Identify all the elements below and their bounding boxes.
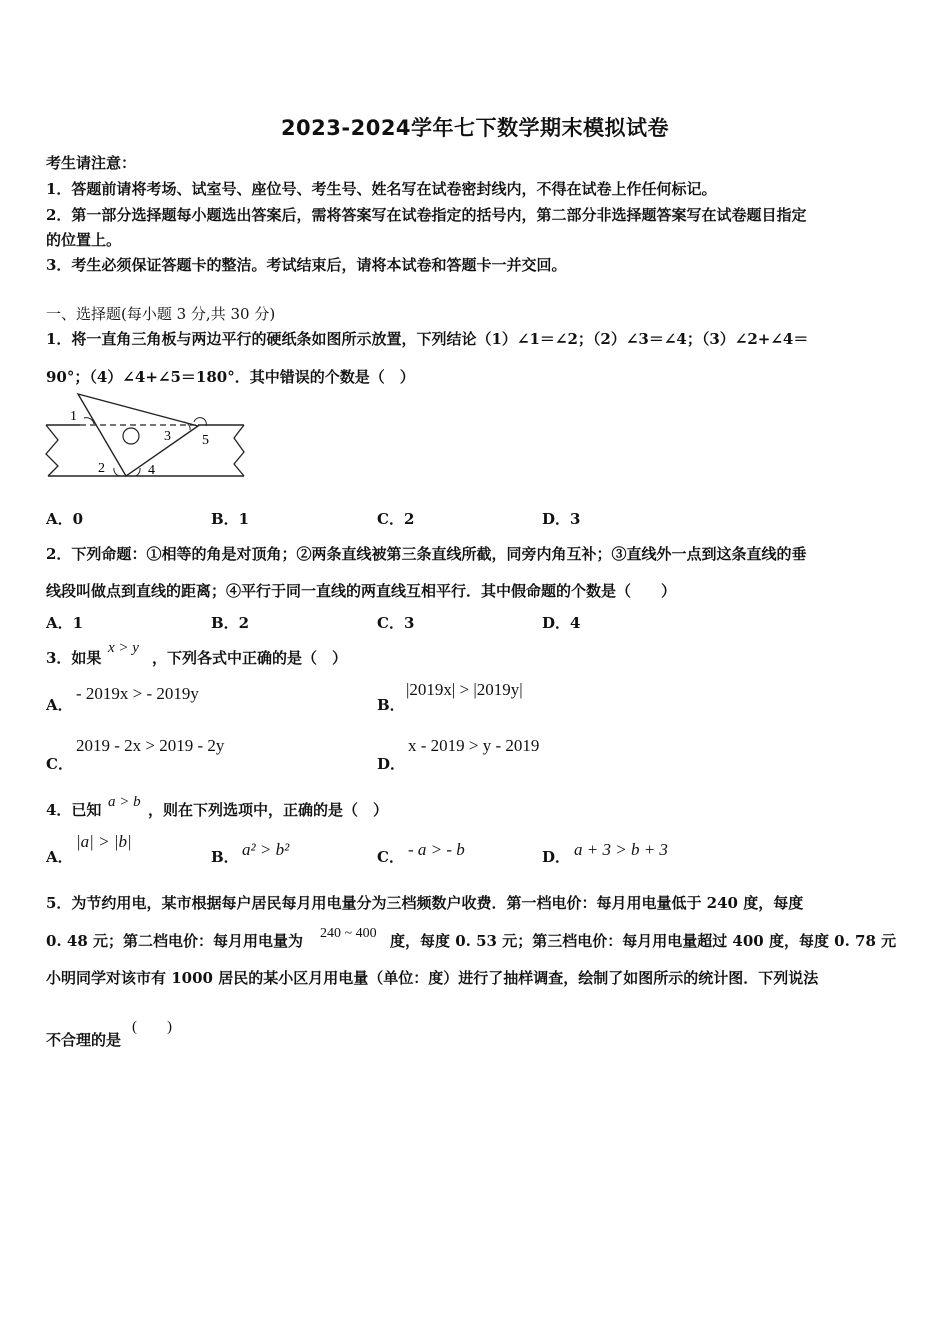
notice-item-2: 2．第一部分选择题每小题选出答案后，需将答案写在试卷指定的括号内，第二部分非选择题答案写在试卷题目指定 — [46, 206, 807, 224]
q5-text-line4: 不合理的是 — [46, 1031, 122, 1049]
section-heading: 一、选择题(每小题 3 分,共 30 分) — [46, 305, 276, 323]
q5-text-line2b: 度，每度 0. 53 元；第三档电价：每月用电量超过 400 度，每度 0. 78 元 — [390, 932, 897, 950]
q5-range: 240 ~ 400 — [320, 926, 377, 941]
notice-item-3: 3．考生必须保证答题卡的整洁。考试结束后，请将本试卷和答题卡一并交回。 — [46, 256, 567, 274]
q1-option-c[interactable]: C．2 — [377, 510, 415, 528]
angle-label-4: 4 — [148, 463, 155, 478]
q4-label-b: B． — [211, 848, 239, 866]
q1-text-line1: 1．将一直角三角板与两边平行的硬纸条如图所示放置，下列结论（1）∠1＝∠2；（2）∠3＝∠4；（3）∠2+∠4＝ — [46, 330, 809, 348]
q4-option-b[interactable]: a² > b² — [242, 840, 290, 859]
q2-text-line2: 线段叫做点到直线的距离；④平行于同一直线的两直线互相平行．其中假命题的个数是（ ） — [46, 582, 677, 600]
angle-label-2: 2 — [98, 461, 105, 476]
q3-label-d: D． — [377, 755, 406, 773]
q3-option-b[interactable]: |2019x| > |2019y| — [406, 680, 523, 699]
angle-label-3: 3 — [164, 429, 171, 444]
q3-option-c[interactable]: 2019 - 2x > 2019 - 2y — [76, 736, 225, 755]
angle-label-1: 1 — [70, 409, 77, 424]
q2-option-a[interactable]: A．1 — [46, 614, 84, 632]
q4-option-c[interactable]: - a > - b — [408, 840, 465, 859]
q5-answer-paren: ( ) — [132, 1019, 172, 1035]
q4-suffix: ，则在下列选项中，正确的是（ ） — [148, 801, 389, 819]
q5-text-line1: 5．为节约用电，某市根据每户居民每月用电量分为三档频数户收费．第一档电价：每月用电量低于 240 度，每度 — [46, 894, 804, 912]
q5-text-line3: 小明同学对该市有 1000 居民的某小区月用电量（单位：度）进行了抽样调查，绘制了如图所示的统计图．下列说法 — [46, 969, 819, 987]
q2-option-c[interactable]: C．3 — [377, 614, 415, 632]
q3-option-d[interactable]: x - 2019 > y - 2019 — [408, 736, 540, 755]
q3-label-b: B． — [377, 696, 405, 714]
q4-label-a: A． — [46, 848, 73, 866]
q3-option-a[interactable]: - 2019x > - 2019y — [76, 684, 199, 703]
q4-label-d: D． — [542, 848, 571, 866]
q4-condition: a > b — [108, 794, 141, 810]
q4-option-a[interactable]: |a| > |b| — [76, 832, 132, 851]
q1-option-a[interactable]: A．0 — [46, 510, 84, 528]
q3-condition: x > y — [108, 640, 139, 656]
q4-prefix: 4．已知 — [46, 801, 102, 819]
q1-option-b[interactable]: B．1 — [211, 510, 250, 528]
q1-text-line2: 90°；（4）∠4+∠5＝180°．其中错误的个数是（ ） — [46, 368, 415, 386]
q3-prefix: 3．如果 — [46, 649, 102, 667]
notice-heading: 考生请注意： — [46, 154, 137, 172]
notice-item-2-cont: 的位置上。 — [46, 231, 122, 249]
q3-label-a: A． — [46, 696, 73, 714]
q5-text-line2a: 0. 48 元；第二档电价：每月用电量为 — [46, 932, 303, 950]
notice-item-1: 1．答题前请将考场、试室号、座位号、考生号、姓名写在试卷密封线内，不得在试卷上作任何标记。 — [46, 180, 717, 198]
q3-label-c: C． — [46, 755, 73, 773]
q3-suffix: ，下列各式中正确的是（ ） — [152, 649, 348, 667]
q2-option-d[interactable]: D．4 — [542, 614, 581, 632]
angle-label-5: 5 — [202, 433, 209, 448]
q4-label-c: C． — [377, 848, 404, 866]
q2-option-b[interactable]: B．2 — [211, 614, 250, 632]
q1-option-d[interactable]: D．3 — [542, 510, 581, 528]
q1-figure — [44, 390, 249, 482]
q4-option-d[interactable]: a + 3 > b + 3 — [574, 840, 668, 859]
q2-text-line1: 2．下列命题：①相等的角是对顶角；②两条直线被第三条直线所截，同旁内角互补；③直线外一点到这条直线的垂 — [46, 545, 807, 563]
page-title: 2023-2024学年七下数学期末模拟试卷 — [280, 116, 670, 140]
